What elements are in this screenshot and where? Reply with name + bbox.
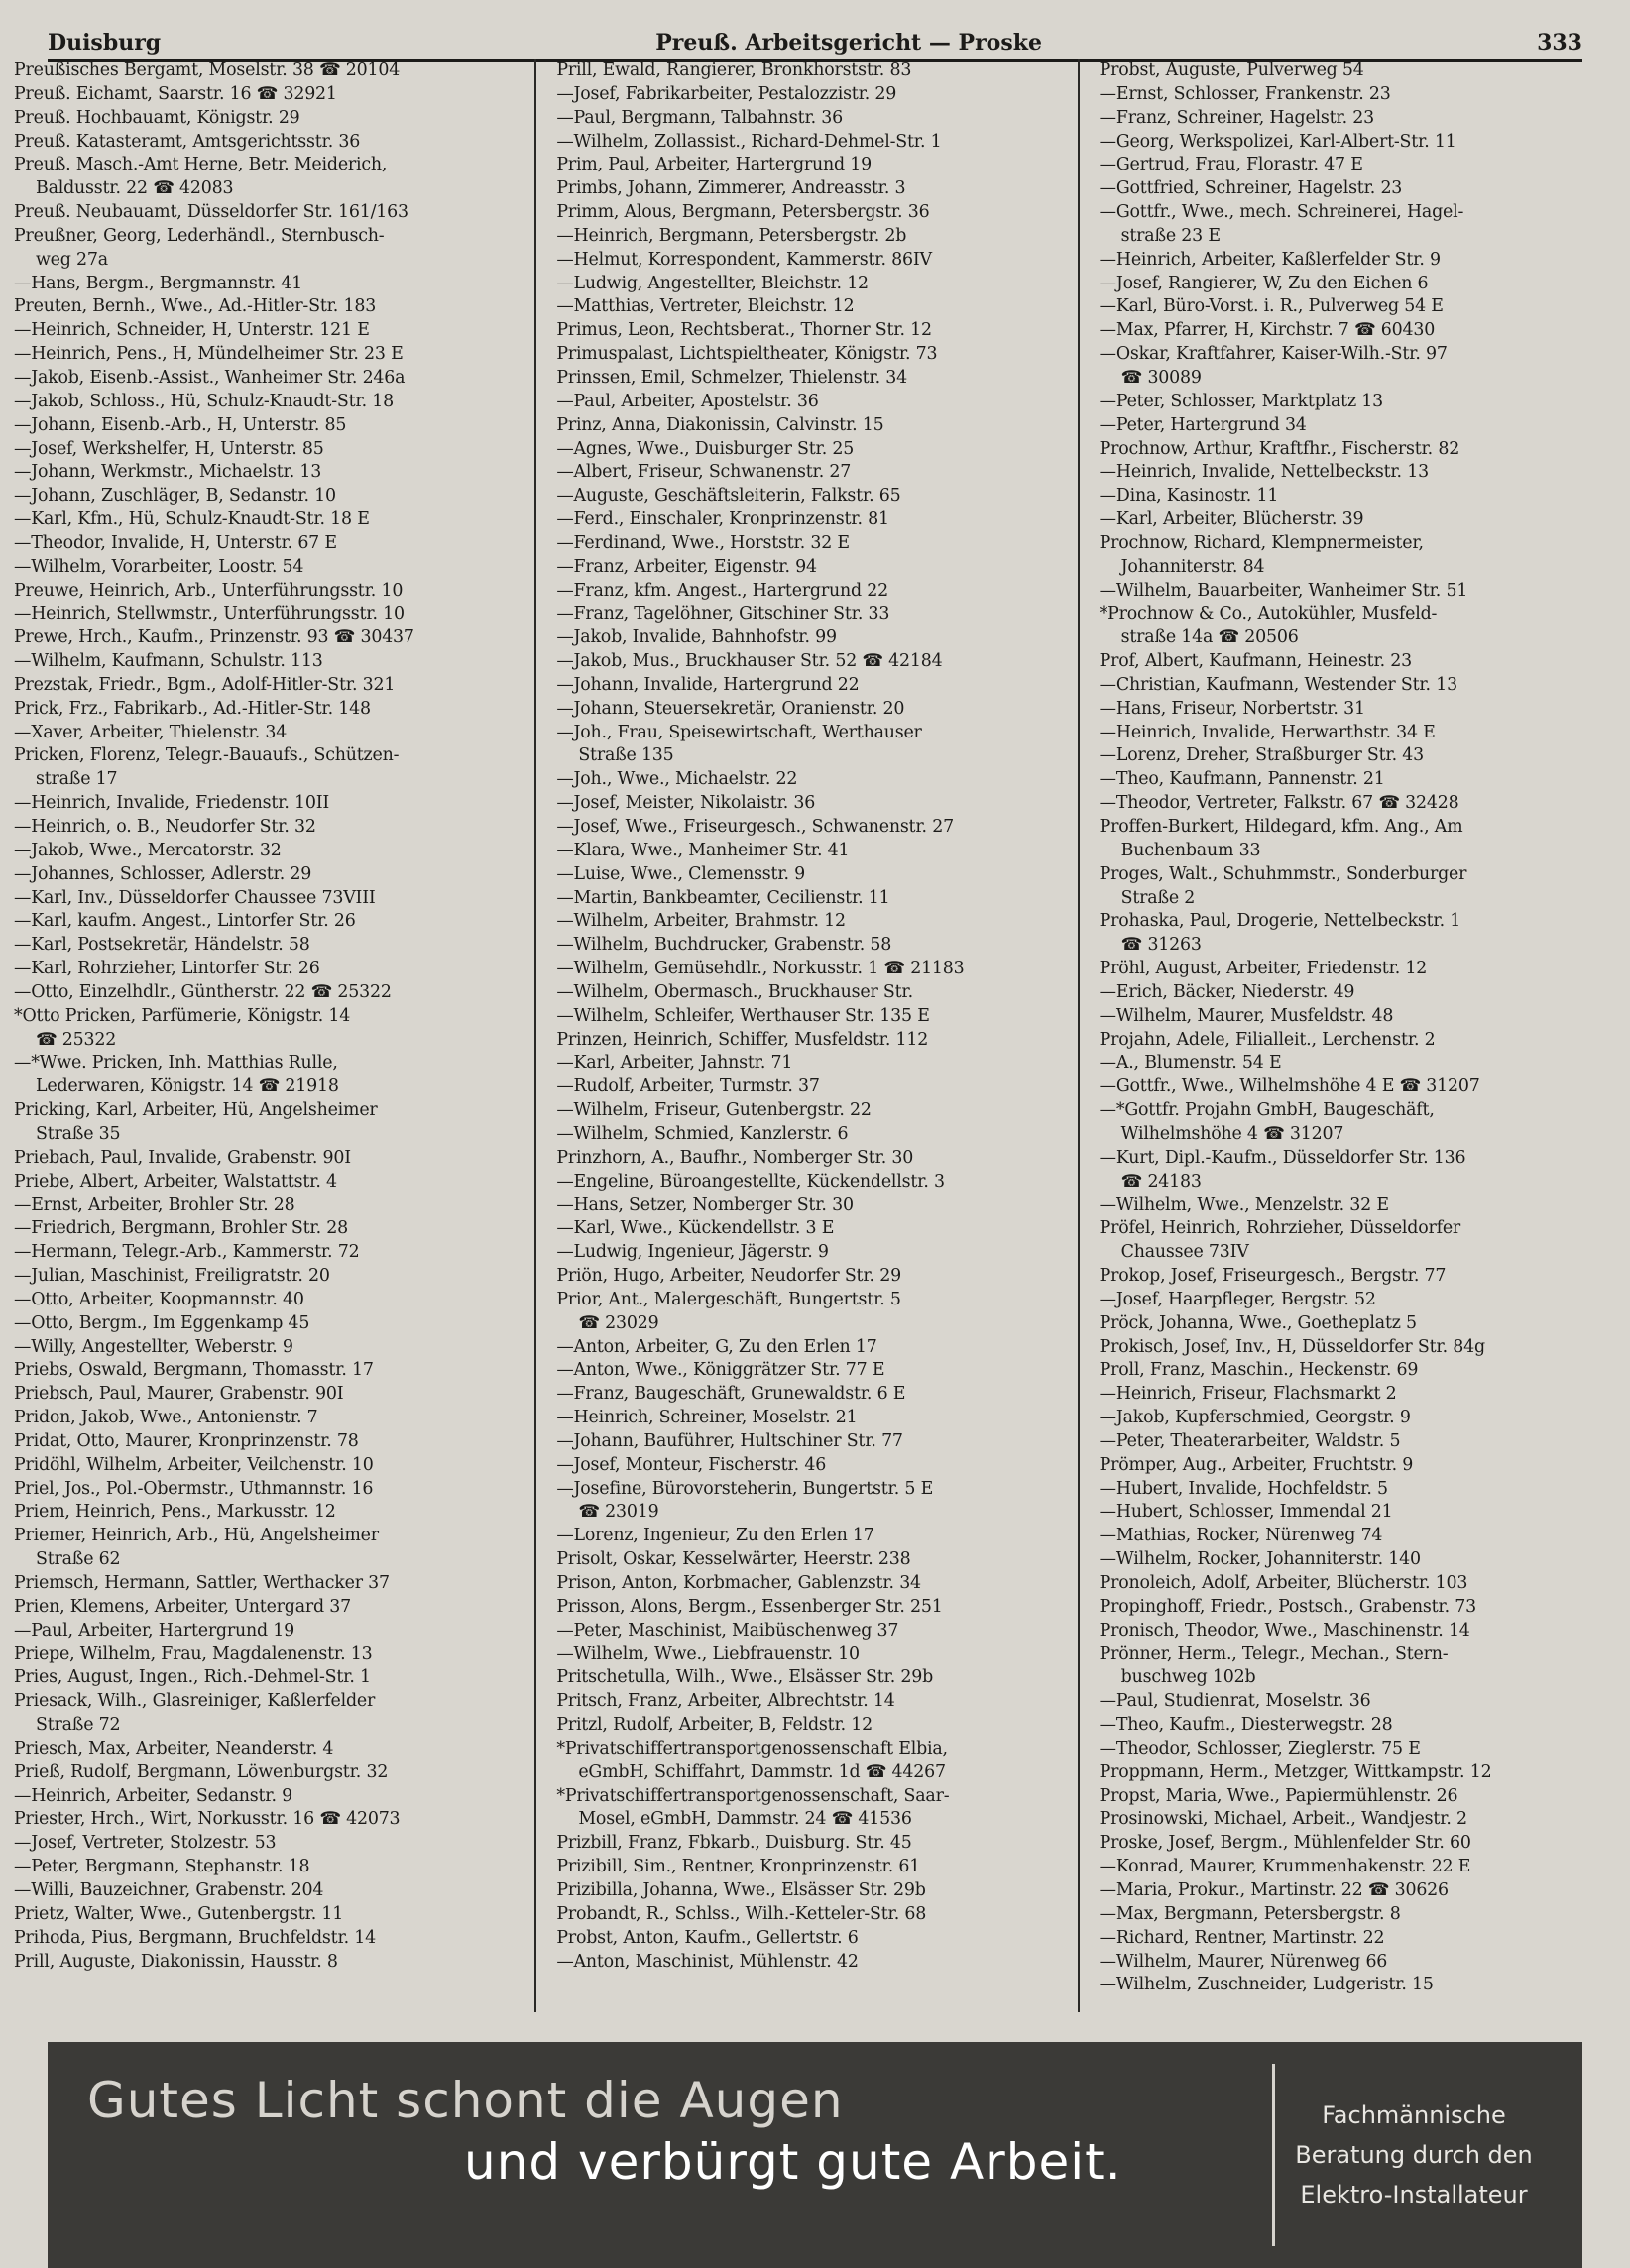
directory-entry: Johanniterstr. 84	[1120, 556, 1265, 577]
directory-entry: Priebsch, Paul, Maurer, Grabenstr. 90I	[14, 1384, 344, 1405]
directory-entry: —Heinrich, Schreiner, Moselstr. 21	[556, 1408, 858, 1428]
directory-entry: —Christian, Kaufmann, Westender Str. 13	[1099, 674, 1457, 695]
directory-entry: *Privatschiffertransportgenossenschaft, Saar-	[556, 1785, 950, 1806]
directory-entry: Propst, Maria, Wwe., Papiermühlenstr. 26	[1099, 1785, 1458, 1806]
directory-entry: Priesch, Max, Arbeiter, Neanderstr. 4	[14, 1738, 334, 1758]
directory-entry: Preuß. Neubauamt, Düsseldorfer Str. 161/163	[14, 202, 408, 223]
directory-entry: —Gottfr., Wwe., mech. Schreinerei, Hagel-	[1099, 202, 1464, 223]
directory-entry: —Josefine, Bürovorsteherin, Bungertstr. 5 E	[556, 1478, 934, 1499]
directory-entry: Priemer, Heinrich, Arb., Hü, Angelsheimer	[14, 1526, 379, 1546]
directory-entry: —Gertrud, Frau, Florastr. 47 E	[1099, 155, 1363, 175]
directory-entry: —Heinrich, o. B., Neudorfer Str. 32	[14, 817, 316, 837]
directory-entry: Straße 62	[36, 1549, 121, 1570]
directory-entry: —Johann, Steuersekretär, Oranienstr. 20	[556, 698, 905, 719]
directory-entry: —Ferdinand, Wwe., Horststr. 32 E	[556, 532, 850, 553]
directory-entry: —Heinrich, Bergmann, Petersbergstr. 2b	[556, 225, 907, 246]
directory-entry: ☎ 30089	[1120, 367, 1202, 388]
directory-entry: —Josef, Wwe., Friseurgesch., Schwanenstr. 27	[556, 817, 954, 837]
directory-entry: Prizibilla, Johanna, Wwe., Elsässer Str. 29b	[556, 1879, 926, 1900]
directory-entry: Pröck, Johanna, Wwe., Goetheplatz 5	[1099, 1312, 1417, 1333]
directory-entry: —Otto, Einzelhdlr., Güntherstr. 22 ☎ 25322	[14, 981, 392, 1002]
directory-entry: —Theo, Kaufm., Diesterwegstr. 28	[1099, 1715, 1393, 1736]
directory-entry: —*Wwe. Pricken, Inh. Matthias Rulle,	[14, 1053, 338, 1074]
directory-entry: —Theodor, Invalide, H, Unterstr. 67 E	[14, 532, 337, 553]
directory-entry: —Karl, Postsekretär, Händelstr. 58	[14, 935, 310, 956]
directory-entry: Proske, Josef, Bergm., Mühlenfelder Str. 60	[1099, 1833, 1471, 1854]
directory-entry: —A., Blumenstr. 54 E	[1099, 1053, 1282, 1074]
directory-entry: Pridon, Jakob, Wwe., Antonienstr. 7	[14, 1408, 318, 1428]
directory-entry: Pritsch, Franz, Arbeiter, Albrechtstr. 14	[556, 1691, 895, 1712]
directory-entry: *Otto Pricken, Parfümerie, Königstr. 14	[14, 1005, 351, 1026]
directory-entry: —Peter, Maschinist, Maibüschenweg 37	[556, 1620, 899, 1641]
directory-entry: —Karl, Wwe., Kückendellstr. 3 E	[556, 1218, 835, 1239]
directory-entry: Straße 72	[36, 1715, 121, 1736]
directory-entry: —Ernst, Schlosser, Frankenstr. 23	[1099, 83, 1391, 104]
directory-entry: Straße 35	[36, 1123, 121, 1144]
directory-entry: —Theodor, Schlosser, Zieglerstr. 75 E	[1099, 1738, 1421, 1758]
directory-entry: —Albert, Friseur, Schwanenstr. 27	[556, 462, 852, 483]
directory-entry: Priebach, Paul, Invalide, Grabenstr. 90I	[14, 1147, 351, 1168]
directory-entry: Wilhelmshöhe 4 ☎ 31207	[1120, 1123, 1344, 1144]
directory-entry: Preuten, Bernh., Wwe., Ad.-Hitler-Str. 183	[14, 296, 377, 317]
page-number: 333	[1537, 30, 1582, 56]
directory-entry: Prinz, Anna, Diakonissin, Calvinstr. 15	[556, 414, 884, 435]
directory-entry: —Max, Bergmann, Petersbergstr. 8	[1099, 1903, 1401, 1924]
directory-entry: —Wilhelm, Schleifer, Werthauser Str. 135 E	[556, 1005, 930, 1026]
directory-entry: Prof, Albert, Kaufmann, Heinestr. 23	[1099, 651, 1413, 672]
directory-entry: Preuß. Katasteramt, Amtsgerichtsstr. 36	[14, 131, 361, 152]
directory-entry: —Ferd., Einschaler, Kronprinzenstr. 81	[556, 510, 889, 530]
directory-entry: —Heinrich, Friseur, Flachsmarkt 2	[1099, 1384, 1397, 1405]
directory-entry: —Paul, Bergmann, Talbahnstr. 36	[556, 107, 844, 128]
ad-slogan	[48, 2042, 1272, 2268]
directory-entry: —Hermann, Telegr.-Arb., Kammerstr. 72	[14, 1242, 360, 1263]
directory-entry: —Engeline, Büroangestellte, Kückendellstr. 3	[556, 1171, 945, 1191]
directory-entry: —Heinrich, Invalide, Herwarthstr. 34 E	[1099, 722, 1436, 742]
directory-entry: Pridat, Otto, Maurer, Kronprinzenstr. 78	[14, 1430, 359, 1451]
directory-entry: ☎ 25322	[36, 1029, 117, 1050]
directory-entry: —Jakob, Schloss., Hü, Schulz-Knaudt-Str. 18	[14, 391, 394, 411]
directory-entry: Prosinowski, Michael, Arbeit., Wandjestr. 2	[1099, 1809, 1467, 1830]
directory-entry: —Hubert, Invalide, Hochfeldstr. 5	[1099, 1478, 1388, 1499]
directory-entry: —Johann, Invalide, Hartergrund 22	[556, 674, 860, 695]
directory-entry: Proll, Franz, Maschin., Heckenstr. 69	[1099, 1360, 1419, 1381]
directory-entry: —Gottfried, Schreiner, Hagelstr. 23	[1099, 178, 1403, 199]
directory-entry: Prochnow, Richard, Klempnermeister,	[1099, 532, 1424, 553]
directory-entry: Prinzhorn, A., Baufhr., Nomberger Str. 30	[556, 1147, 914, 1168]
directory-entry: —Wilhelm, Vorarbeiter, Loostr. 54	[14, 556, 304, 577]
directory-entry: —Peter, Hartergrund 34	[1099, 414, 1307, 435]
directory-entry: Pricking, Karl, Arbeiter, Hü, Angelsheimer	[14, 1100, 378, 1121]
directory-entry: —Xaver, Arbeiter, Thielenstr. 34	[14, 722, 288, 742]
directory-entry: —Wilhelm, Schmied, Kanzlerstr. 6	[556, 1123, 849, 1144]
directory-entry: Buchenbaum 33	[1120, 840, 1261, 860]
directory-entry: —Anton, Arbeiter, G, Zu den Erlen 17	[556, 1336, 877, 1357]
directory-entry: Prönner, Herm., Telegr., Mechan., Stern-	[1099, 1644, 1449, 1664]
directory-entry: Primbs, Johann, Zimmerer, Andreasstr. 3	[556, 178, 906, 199]
directory-entry: —Theodor, Vertreter, Falkstr. 67 ☎ 32428	[1099, 793, 1459, 814]
ad-side-line: Elektro-Installateur	[1300, 2181, 1528, 2209]
directory-entry: —Franz, Baugeschäft, Grunewaldstr. 6 E	[556, 1384, 906, 1405]
directory-entry: —Lorenz, Ingenieur, Zu den Erlen 17	[556, 1526, 874, 1546]
directory-entry: —Anton, Maschinist, Mühlenstr. 42	[556, 1951, 859, 1972]
advertisement-banner	[48, 2042, 1582, 2268]
directory-columns	[8, 59, 1622, 2012]
directory-entry: Preuß. Masch.-Amt Herne, Betr. Meiderich,	[14, 155, 388, 175]
directory-entry: —Theo, Kaufmann, Pannenstr. 21	[1099, 769, 1385, 790]
directory-entry: —Ludwig, Ingenieur, Jägerstr. 9	[556, 1242, 829, 1263]
directory-entry: Probandt, R., Schlss., Wilh.-Ketteler-Str. 68	[556, 1903, 927, 1924]
directory-entry: —Heinrich, Arbeiter, Kaßlerfelder Str. 9	[1099, 249, 1441, 270]
directory-entry: Prinzen, Heinrich, Schiffer, Musfeldstr. 112	[556, 1029, 929, 1050]
directory-entry: —Klara, Wwe., Manheimer Str. 41	[556, 840, 850, 860]
directory-entry: Lederwaren, Königstr. 14 ☎ 21918	[36, 1077, 339, 1097]
directory-entry: Priepe, Wilhelm, Frau, Magdalenenstr. 13	[14, 1644, 373, 1664]
directory-entry: Prewe, Hrch., Kaufm., Prinzenstr. 93 ☎ 30437	[14, 627, 414, 648]
directory-entry: Proffen-Burkert, Hildegard, kfm. Ang., Am	[1099, 817, 1463, 837]
directory-entry: *Prochnow & Co., Autokühler, Musfeld-	[1099, 604, 1438, 624]
directory-entry: —Konrad, Maurer, Krummenhakenstr. 22 E	[1099, 1857, 1471, 1877]
directory-entry: —Peter, Bergmann, Stephanstr. 18	[14, 1857, 310, 1877]
directory-entry: —Josef, Vertreter, Stolzestr. 53	[14, 1833, 277, 1854]
directory-entry: *Privatschiffertransportgenossenschaft Elbia,	[556, 1738, 948, 1758]
directory-entry: —Wilhelm, Maurer, Musfeldstr. 48	[1099, 1005, 1394, 1026]
directory-entry: —Heinrich, Stellwmstr., Unterführungsstr. 10	[14, 604, 405, 624]
directory-entry: Preuwe, Heinrich, Arb., Unterführungsstr. 10	[14, 580, 404, 601]
directory-entry: —Franz, Tagelöhner, Gitschiner Str. 33	[556, 604, 890, 624]
directory-entry: —Franz, Arbeiter, Eigenstr. 94	[556, 556, 817, 577]
directory-entry: Pritschetulla, Wilh., Wwe., Elsässer Str. 29b	[556, 1667, 934, 1688]
directory-entry: Pröfel, Heinrich, Rohrzieher, Düsseldorfer	[1099, 1218, 1461, 1239]
directory-entry: —Helmut, Korrespondent, Kammerstr. 86IV	[556, 249, 932, 270]
directory-entry: Prohaska, Paul, Drogerie, Nettelbeckstr. 1	[1099, 911, 1461, 932]
directory-entry: straße 23 E	[1120, 225, 1221, 246]
directory-entry: Prill, Ewald, Rangierer, Bronkhorststr. 83	[556, 60, 912, 80]
directory-entry: Priemsch, Hermann, Sattler, Werthacker 37	[14, 1573, 390, 1593]
directory-entry: —Karl, kaufm. Angest., Lintorfer Str. 26	[14, 911, 356, 932]
directory-entry: Primus, Leon, Rechtsberat., Thorner Str. 12	[556, 320, 932, 341]
directory-entry: Prokisch, Josef, Inv., H, Düsseldorfer Str. 84g	[1099, 1336, 1485, 1357]
ad-side-line: Beratung durch den	[1295, 2141, 1533, 2169]
directory-entry: Pritzl, Rudolf, Arbeiter, B, Feldstr. 12	[556, 1715, 873, 1736]
directory-entry: Propinghoff, Friedr., Postsch., Grabenstr. 73	[1099, 1596, 1477, 1617]
directory-entry: —Karl, Inv., Düsseldorfer Chaussee 73VIII	[14, 887, 376, 908]
directory-entry: —Ernst, Arbeiter, Brohler Str. 28	[14, 1194, 295, 1215]
directory-entry: —Franz, Schreiner, Hagelstr. 23	[1099, 107, 1375, 128]
directory-entry: —Joh., Frau, Speisewirtschaft, Werthauser	[556, 722, 922, 742]
directory-entry: —Wilhelm, Kaufmann, Schulstr. 113	[14, 651, 323, 672]
directory-entry: Prokop, Josef, Friseurgesch., Bergstr. 77	[1099, 1266, 1447, 1287]
directory-entry: —Josef, Werkshelfer, H, Unterstr. 85	[14, 438, 324, 459]
directory-entry: —Karl, Arbeiter, Blücherstr. 39	[1099, 510, 1364, 530]
directory-entry: Pries, August, Ingen., Rich.-Dehmel-Str. 1	[14, 1667, 371, 1688]
directory-entry: —Jakob, Invalide, Bahnhofstr. 99	[556, 627, 837, 648]
directory-entry: —Heinrich, Invalide, Friedenstr. 10II	[14, 793, 330, 814]
directory-entry: Priel, Jos., Pol.-Obermstr., Uthmannstr. 16	[14, 1478, 374, 1499]
directory-entry: —Heinrich, Invalide, Nettelbeckstr. 13	[1099, 462, 1429, 483]
directory-entry: Prizbill, Franz, Fbkarb., Duisburg. Str. 45	[556, 1833, 912, 1854]
ad-line-2: und verbürgt gute Arbeit.	[464, 2133, 1122, 2191]
ad-side-text	[1272, 2064, 1553, 2246]
directory-entry: —Dina, Kasinostr. 11	[1099, 486, 1279, 507]
directory-entry: —Franz, kfm. Angest., Hartergrund 22	[556, 580, 888, 601]
directory-entry: Preuß. Eichamt, Saarstr. 16 ☎ 32921	[14, 83, 337, 104]
directory-entry: straße 17	[36, 769, 118, 790]
directory-entry: —Gottfr., Wwe., Wilhelmshöhe 4 E ☎ 31207	[1099, 1077, 1480, 1097]
directory-entry: —Josef, Fabrikarbeiter, Pestalozzistr. 29	[556, 83, 897, 104]
directory-entry: —Wilhelm, Wwe., Menzelstr. 32 E	[1099, 1194, 1389, 1215]
directory-entry: Proppmann, Herm., Metzger, Wittkampstr. 12	[1099, 1761, 1492, 1782]
header-city: Duisburg	[48, 30, 162, 56]
directory-entry: Primuspalast, Lichtspieltheater, Königstr. 73	[556, 344, 938, 365]
directory-entry: —Jakob, Eisenb.-Assist., Wanheimer Str. 246a	[14, 367, 406, 388]
directory-entry: Prieß, Rudolf, Bergmann, Löwenburgstr. 32	[14, 1761, 389, 1782]
directory-entry: Probst, Anton, Kaufm., Gellertstr. 6	[556, 1927, 859, 1948]
directory-entry: —Wilhelm, Friseur, Gutenbergstr. 22	[556, 1100, 872, 1121]
directory-entry: —Ludwig, Angestellter, Bleichstr. 12	[556, 273, 869, 293]
directory-entry: —Heinrich, Pens., H, Mündelheimer Str. 23 E	[14, 344, 404, 365]
directory-entry: Priem, Heinrich, Pens., Markusstr. 12	[14, 1502, 336, 1523]
directory-entry: —Josef, Rangierer, W, Zu den Eichen 6	[1099, 273, 1429, 293]
directory-entry: —Wilhelm, Bauarbeiter, Wanheimer Str. 51	[1099, 580, 1468, 601]
directory-entry: —Wilhelm, Rocker, Johanniterstr. 140	[1099, 1549, 1421, 1570]
directory-entry: —Agnes, Wwe., Duisburger Str. 25	[556, 438, 855, 459]
directory-entry: —Willi, Bauzeichner, Grabenstr. 204	[14, 1879, 324, 1900]
column-1	[8, 59, 536, 2012]
directory-entry: —Josef, Meister, Nikolaistr. 36	[556, 793, 816, 814]
directory-entry: —Kurt, Dipl.-Kaufm., Düsseldorfer Str. 136	[1099, 1147, 1466, 1168]
directory-entry: —Jakob, Wwe., Mercatorstr. 32	[14, 840, 282, 860]
directory-entry: straße 14a ☎ 20506	[1120, 627, 1299, 648]
directory-entry: Preußner, Georg, Lederhändl., Sternbusch-	[14, 225, 385, 246]
directory-entry: Preuß. Hochbauamt, Königstr. 29	[14, 107, 300, 128]
directory-entry: ☎ 24183	[1120, 1171, 1202, 1191]
header-range: Preuß. Arbeitsgericht — Proske	[655, 30, 1042, 56]
directory-entry: —Johann, Werkmstr., Michaelstr. 13	[14, 462, 322, 483]
directory-entry: Priester, Hrch., Wirt, Norkusstr. 16 ☎ 42073	[14, 1809, 401, 1830]
directory-entry: —Karl, Arbeiter, Jahnstr. 71	[556, 1053, 793, 1074]
ad-line-1: Gutes Licht schont die Augen	[87, 2072, 844, 2129]
directory-entry: —Otto, Arbeiter, Koopmannstr. 40	[14, 1289, 304, 1309]
directory-entry: —Johann, Zuschläger, B, Sedanstr. 10	[14, 486, 336, 507]
directory-entry: —Jakob, Kupferschmied, Georgstr. 9	[1099, 1408, 1411, 1428]
directory-entry: —Julian, Maschinist, Freiligratstr. 20	[14, 1266, 330, 1287]
directory-entry: —Wilhelm, Maurer, Nürenweg 66	[1099, 1951, 1388, 1972]
directory-entry: Priön, Hugo, Arbeiter, Neudorfer Str. 29	[556, 1266, 901, 1287]
directory-entry: —Richard, Rentner, Martinstr. 22	[1099, 1927, 1385, 1948]
directory-entry: Probst, Auguste, Pulverweg 54	[1099, 60, 1364, 80]
directory-entry: Pronoleich, Adolf, Arbeiter, Blücherstr. 103	[1099, 1573, 1468, 1593]
directory-entry: —Peter, Schlosser, Marktplatz 13	[1099, 391, 1383, 411]
ad-side-line: Fachmännische	[1322, 2101, 1506, 2129]
directory-entry: —Otto, Bergm., Im Eggenkamp 45	[14, 1312, 310, 1333]
directory-entry: —Georg, Werkspolizei, Karl-Albert-Str. 11	[1099, 131, 1456, 152]
directory-entry: —Josef, Monteur, Fischerstr. 46	[556, 1454, 827, 1475]
directory-entry: Baldusstr. 22 ☎ 42083	[36, 178, 234, 199]
directory-entry: —Paul, Arbeiter, Hartergrund 19	[14, 1620, 294, 1641]
directory-entry: —Josef, Haarpfleger, Bergstr. 52	[1099, 1289, 1376, 1309]
directory-entry: Prison, Anton, Korbmacher, Gablenzstr. 34	[556, 1573, 921, 1593]
directory-entry: —Wilhelm, Gemüsehdlr., Norkusstr. 1 ☎ 21183	[556, 959, 965, 979]
directory-entry: Prim, Paul, Arbeiter, Hartergrund 19	[556, 155, 873, 175]
directory-entry: Pricken, Florenz, Telegr.-Bauaufs., Schützen-	[14, 745, 400, 766]
directory-entry: —Jakob, Mus., Bruckhauser Str. 52 ☎ 42184	[556, 651, 943, 672]
directory-entry: Prochnow, Arthur, Kraftfhr., Fischerstr. 82	[1099, 438, 1460, 459]
directory-entry: Prietz, Walter, Wwe., Gutenbergstr. 11	[14, 1903, 344, 1924]
directory-entry: buschweg 102b	[1120, 1667, 1256, 1688]
directory-entry: —Joh., Wwe., Michaelstr. 22	[556, 769, 798, 790]
directory-entry: —Johannes, Schlosser, Adlerstr. 29	[14, 863, 312, 884]
page-header	[48, 16, 1582, 62]
directory-entry: —Paul, Arbeiter, Apostelstr. 36	[556, 391, 819, 411]
directory-entry: Pröhl, August, Arbeiter, Friedenstr. 12	[1099, 959, 1428, 979]
directory-entry: Prezstak, Friedr., Bgm., Adolf-Hitler-Str. 321	[14, 674, 396, 695]
directory-entry: Mosel, eGmbH, Dammstr. 24 ☎ 41536	[578, 1809, 912, 1830]
directory-entry: Pronisch, Theodor, Wwe., Maschinenstr. 14	[1099, 1620, 1470, 1641]
directory-entry: Prihoda, Pius, Bergmann, Bruchfeldstr. 14	[14, 1927, 377, 1948]
directory-entry: —Hans, Friseur, Norbertstr. 31	[1099, 698, 1365, 719]
directory-entry: Prisolt, Oskar, Kesselwärter, Heerstr. 238	[556, 1549, 911, 1570]
directory-entry: Straße 135	[578, 745, 674, 766]
directory-entry: —Friedrich, Bergmann, Brohler Str. 28	[14, 1218, 349, 1239]
directory-entry: Proges, Walt., Schuhmmstr., Sonderburger	[1099, 863, 1467, 884]
directory-entry: —Hubert, Schlosser, Immendal 21	[1099, 1502, 1393, 1523]
column-3	[1094, 59, 1622, 2012]
directory-entry: —*Gottfr. Projahn GmbH, Baugeschäft,	[1099, 1100, 1435, 1121]
directory-entry: —Wilhelm, Buchdrucker, Grabenstr. 58	[556, 935, 892, 956]
directory-entry: —Erich, Bäcker, Niederstr. 49	[1099, 981, 1355, 1002]
column-2	[550, 59, 1079, 2012]
directory-entry: —Anton, Wwe., Königgrätzer Str. 77 E	[556, 1360, 885, 1381]
directory-entry: —Johann, Bauführer, Hultschiner Str. 77	[556, 1430, 903, 1451]
directory-entry: Priesack, Wilh., Glasreiniger, Kaßlerfelder	[14, 1691, 376, 1712]
directory-entry: Pridöhl, Wilhelm, Arbeiter, Veilchenstr. 10	[14, 1454, 374, 1475]
directory-entry: —Paul, Studienrat, Moselstr. 36	[1099, 1691, 1371, 1712]
directory-entry: —Maria, Prokur., Martinstr. 22 ☎ 30626	[1099, 1879, 1449, 1900]
directory-entry: Primm, Alous, Bergmann, Petersbergstr. 36	[556, 202, 930, 223]
directory-entry: Chaussee 73IV	[1120, 1242, 1249, 1263]
directory-entry: Prinssen, Emil, Schmelzer, Thielenstr. 34	[556, 367, 907, 388]
directory-entry: —Martin, Bankbeamter, Cecilienstr. 11	[556, 887, 890, 908]
directory-entry: Preußisches Bergamt, Moselstr. 38 ☎ 20104	[14, 60, 401, 80]
directory-entry: —Peter, Theaterarbeiter, Waldstr. 5	[1099, 1430, 1401, 1451]
directory-entry: —Wilhelm, Obermasch., Bruckhauser Str.	[556, 981, 913, 1002]
directory-entry: eGmbH, Schiffahrt, Dammstr. 1d ☎ 44267	[578, 1761, 946, 1782]
directory-entry: —Karl, Büro-Vorst. i. R., Pulverweg 54 E	[1099, 296, 1444, 317]
directory-entry: —Wilhelm, Zollassist., Richard-Dehmel-Str. 1	[556, 131, 942, 152]
directory-entry: Prömper, Aug., Arbeiter, Fruchtstr. 9	[1099, 1454, 1414, 1475]
directory-entry: ☎ 31263	[1120, 935, 1202, 956]
directory-entry: —Karl, Rohrzieher, Lintorfer Str. 26	[14, 959, 320, 979]
directory-entry: —Johann, Eisenb.-Arb., H, Unterstr. 85	[14, 414, 347, 435]
directory-entry: —Hans, Setzer, Nomberger Str. 30	[556, 1194, 854, 1215]
directory-entry: —Lorenz, Dreher, Straßburger Str. 43	[1099, 745, 1424, 766]
directory-entry: Prisson, Alons, Bergm., Essenberger Str. 251	[556, 1596, 943, 1617]
directory-entry: —Wilhelm, Zuschneider, Ludgeristr. 15	[1099, 1975, 1434, 1995]
directory-entry: —Wilhelm, Arbeiter, Brahmstr. 12	[556, 911, 846, 932]
directory-entry: ☎ 23019	[578, 1502, 659, 1523]
directory-entry: Straße 2	[1120, 887, 1196, 908]
directory-entry: —Heinrich, Arbeiter, Sedanstr. 9	[14, 1785, 293, 1806]
directory-entry: Prien, Klemens, Arbeiter, Untergard 37	[14, 1596, 351, 1617]
directory-entry: Priebe, Albert, Arbeiter, Walstattstr. 4	[14, 1171, 337, 1191]
directory-entry: —Max, Pfarrer, H, Kirchstr. 7 ☎ 60430	[1099, 320, 1436, 341]
directory-entry: —Karl, Kfm., Hü, Schulz-Knaudt-Str. 18 E	[14, 510, 370, 530]
directory-entry: Projahn, Adele, Filialleit., Lerchenstr. 2	[1099, 1029, 1436, 1050]
directory-entry: —Heinrich, Schneider, H, Unterstr. 121 E	[14, 320, 370, 341]
directory-entry: —Matthias, Vertreter, Bleichstr. 12	[556, 296, 855, 317]
directory-entry: —Oskar, Kraftfahrer, Kaiser-Wilh.-Str. 97	[1099, 344, 1448, 365]
directory-entry: Priebs, Oswald, Bergmann, Thomasstr. 17	[14, 1360, 374, 1381]
directory-entry: —Hans, Bergm., Bergmannstr. 41	[14, 273, 302, 293]
directory-entry: ☎ 23029	[578, 1312, 659, 1333]
directory-entry: Prior, Ant., Malergeschäft, Bungertstr. 5	[556, 1289, 901, 1309]
directory-entry: —Willy, Angestellter, Weberstr. 9	[14, 1336, 293, 1357]
directory-entry: —Mathias, Rocker, Nürenweg 74	[1099, 1526, 1383, 1546]
directory-entry: Prick, Frz., Fabrikarb., Ad.-Hitler-Str. 148	[14, 698, 371, 719]
directory-entry: Prizibill, Sim., Rentner, Kronprinzenstr. 61	[556, 1857, 921, 1877]
directory-entry: weg 27a	[36, 249, 108, 270]
directory-entry: —Rudolf, Arbeiter, Turmstr. 37	[556, 1077, 820, 1097]
directory-entry: —Wilhelm, Wwe., Liebfrauenstr. 10	[556, 1644, 860, 1664]
directory-entry: —Auguste, Geschäftsleiterin, Falkstr. 65	[556, 486, 901, 507]
directory-entry: Prill, Auguste, Diakonissin, Hausstr. 8	[14, 1951, 338, 1972]
directory-entry: —Luise, Wwe., Clemensstr. 9	[556, 863, 806, 884]
